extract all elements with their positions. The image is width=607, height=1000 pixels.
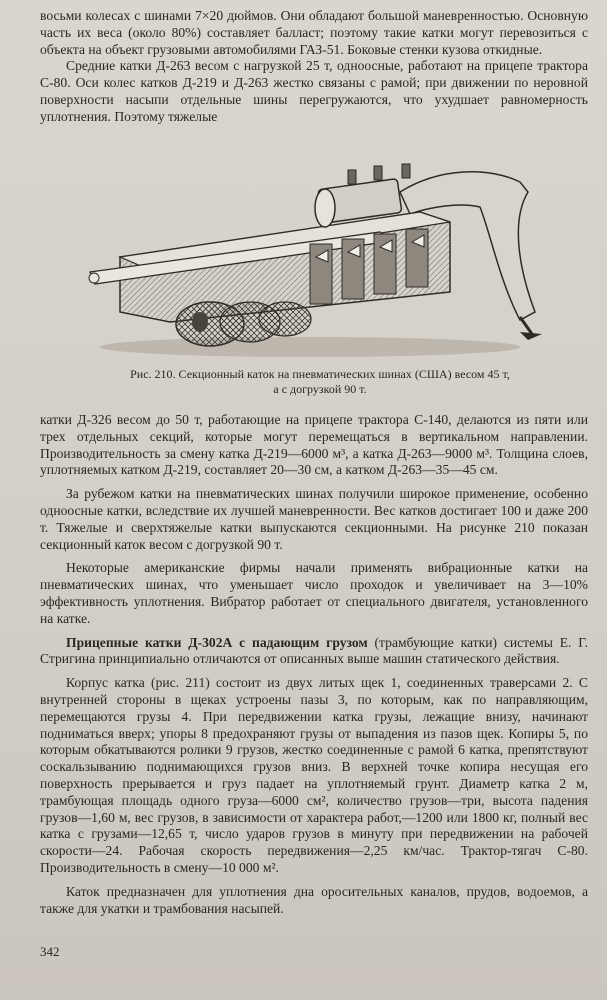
figure-210-roller-illustration [80,162,550,362]
paragraph-d302a [40,635,588,669]
d302a-text: (трамбующие катки) системы Е. Г. Стригина принципиально отличаются от описанных выше машин статического действия. [40,634,588,667]
page-number: 342 [40,944,60,959]
paragraph-d326: катки Д-326 весом до 50 т, работающие на прицепе трактора С-140, делаются из пяти или трех отдельных секций, которые могут перемещаться в вертикальном направлении. Производительность за смену катка Д-219—6000 м³, а катка Д-263—9000 м³. Толщина слоев, уплотняемых катком Д-219, составляет 20—30 см, а катком Д-263—35—45 см. [40,412,588,478]
d302a-heading: Прицепные катки Д-302А с падающим грузом [66,634,368,650]
caption-line-1: Рис. 210. Секционный каток на пневматических шинах (США) весом 45 т, [130,367,510,381]
paragraph-foreign-rollers: За рубежом катки на пневматических шинах получили широкое применение, особенно одноосные катки, вследствие их лучшей маневренности. Вес катков достигает 100 и даже 200 т. Тяжелые и сверхтяжелые катки выпускаются секционными. На рисунке 210 показан секционный каток весом с догрузкой 90 т. [40,486,588,552]
paragraph-roller-body: Корпус катка (рис. 211) состоит из двух литых щек 1, соединенных траверсами 2. С внутренней стороны в щеках устроены пазы 3, по которым, как по направляющим, перемещаются грузы 4. При передвижении катка грузы, лежащие внизу, начинают подниматься вверх; упоры 8 предохраняют грузы от выпадения из пазов щек. Копиры 5, по которым обкатываются ролики 9 грузов, жестко соединенные с рамой 6 катка, препятствуют соскальзыванию поднимающихся грузов вниз. В верхней точке копира несущая его поверхность прерывается и груз падает на уплотняемый грунт. Диаметр катка 2 м, трамбующая площадь одного груза—6000 см², количество грузов—три, высота падения грузов—1,60 м, вес грузов, в зависимости от характера работ,—1200 или 1800 кг, полный вес катка с грузами—12,65 т, число ударов грузов в минуту при передвижении на рабочей скорости—24. Рабочая скорость передвижения—2,25 км/час. Трактор-тягач С-80. Производительность в смену—10 000 м². [40,675,588,875]
top-text-block [40,8,588,126]
paragraph-medium-rollers: Средние катки Д-263 весом с нагрузкой 25 т, одноосные, работают на прицепе трактора С-80. Оси колес катков Д-219 и Д-263 жестко связаны с рамой; при движении по неровной поверхности насыпи отдельные шины перегружаются, что ухудшает равномерность уплотнения. Поэтому тяжелые [40,58,588,124]
body-text-block [40,412,588,917]
paragraph-purpose: Каток предназначен для уплотнения дна оросительных каналов, прудов, водоемов, а также для укатки и трамбования насыпей. [40,883,588,916]
paragraph-continued: восьми колесах с шинами 7×20 дюймов. Они обладают большой маневренностью. Основную часть их веса (около 80%) составляет балласт; поэтому такие катки могут перевозиться с объекта на объект грузовыми автомобилями ГАЗ-51. Боковые стенки кузова откидные. [40,8,588,57]
figure-caption [80,367,560,397]
caption-line-2: а с догрузкой 90 т. [273,382,367,396]
paragraph-vibration-rollers: Некоторые американские фирмы начали применять вибрационные катки на пневматических шинах, что уменьшает число проходок и увеличивает на 3—10% эффективность уплотнения. Вибратор работает от специального двигателя, установленного на катке. [40,560,588,626]
